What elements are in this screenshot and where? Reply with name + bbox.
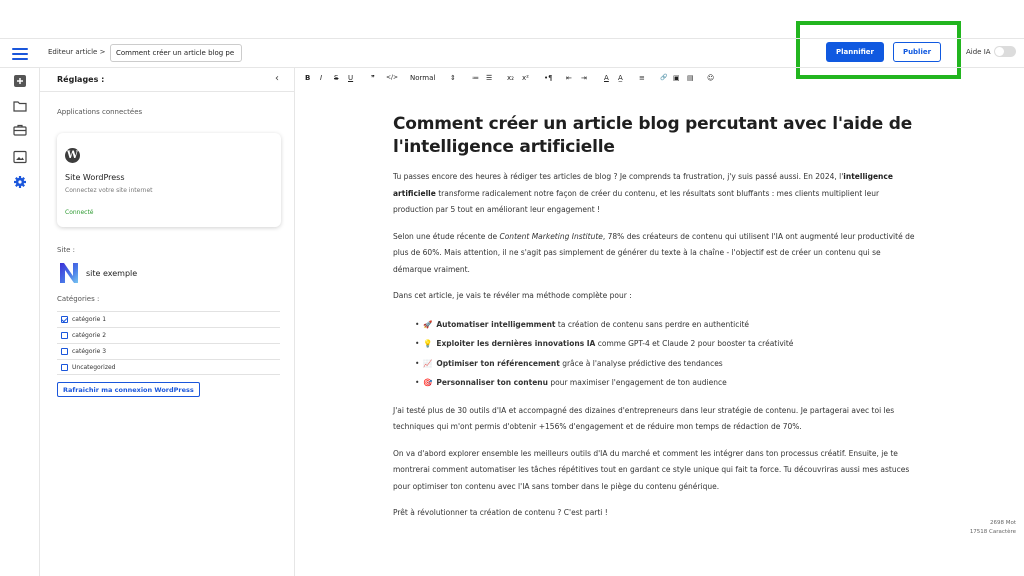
link-icon[interactable]: 🔗 [660, 74, 668, 81]
wordpress-status: Connecté [65, 209, 94, 216]
direction-icon[interactable]: •¶ [544, 74, 553, 82]
breadcrumb[interactable]: Editeur article > [48, 48, 106, 56]
lightbulb-icon: 💡 [423, 339, 433, 349]
category-item[interactable] [57, 343, 280, 359]
bold-button[interactable]: B [305, 74, 311, 82]
article-paragraph[interactable]: Dans cet article, je vais te révéler ma méthode complète pour : [393, 291, 632, 300]
settings-title: Réglages : [57, 75, 105, 84]
word-count: 2698 Mot [989, 520, 1016, 526]
category-label: catégorie 2 [72, 332, 107, 339]
article-paragraph[interactable]: J'ai testé plus de 30 outils d'IA et accompagné des dizaines d'entrepreneurs dans leur stratégie de contenu. Je partagerai avec toi les techniques qui m'ont permis d'obtenir +156% d'engagement et de réduire mon temps de rédaction de 70%. [393, 405, 895, 432]
code-icon[interactable]: </> [386, 74, 399, 81]
word-counter [970, 519, 1016, 537]
list-item[interactable]: • 🚀 Automatiser intelligemment ta création de contenu sans perdre en authenticité [423, 315, 918, 335]
bullet-list-icon[interactable]: ☰ [486, 74, 493, 82]
strike-button[interactable]: S [334, 74, 339, 82]
image-insert-icon[interactable]: ▣ [673, 74, 680, 82]
article-paragraph[interactable]: Tu passes encore des heures à rédiger tes articles de blog ? Je comprends ta frustration, j'y suis passé aussi. En 2024, l'intelligence artificielle transforme radicalement notre façon de créer du contenu, et les résultats sont bluffants : mes clients multiplient leur production par 5 tout en améliorant leur engagement ! [393, 172, 893, 214]
checkbox-icon[interactable] [61, 348, 68, 355]
subscript-button[interactable]: x₂ [507, 74, 514, 82]
list-item[interactable]: • 🎯 Personnaliser ton contenu pour maximiser l'engagement de ton audience [423, 373, 918, 393]
article-paragraph[interactable]: Selon une étude récente de Content Marketing Institute, 78% des créateurs de contenu qui utilisent l'IA ont augmenté leur productivité de plus de 60%. Mais attention, il ne s'agit pas simplement de générer du texte à la chaîne - l'objectif est de créer un contenu qui se démarque vraiment. [393, 231, 915, 274]
site-label: Site : [57, 246, 76, 254]
style-select[interactable]: Normal [410, 74, 436, 82]
indent-icon[interactable]: ⇥ [581, 74, 587, 82]
align-icon[interactable]: ≡ [639, 74, 645, 82]
folder-icon[interactable] [13, 99, 27, 113]
underline-button[interactable]: U [348, 74, 354, 82]
quote-icon[interactable]: ❞ [371, 74, 375, 82]
category-label: catégorie 1 [72, 316, 107, 323]
checkbox-icon[interactable] [61, 332, 68, 339]
icon-rail [0, 68, 40, 576]
plan-button[interactable]: Plannifier [826, 42, 884, 62]
background-color-icon[interactable]: A̲ [618, 74, 623, 82]
menu-icon[interactable] [12, 48, 28, 60]
settings-header [40, 68, 295, 92]
wordpress-name: Site WordPress [65, 173, 125, 182]
connected-apps-title: Applications connectées [57, 108, 143, 116]
categories-label: Catégories : [57, 295, 100, 303]
outdent-icon[interactable]: ⇤ [566, 74, 572, 82]
article-title[interactable]: Comment créer un article blog percutant avec l'aide de l'intelligence artificielle [393, 114, 913, 157]
category-item[interactable] [57, 311, 280, 327]
settings-panel [40, 68, 295, 576]
article-bullet-list[interactable] [393, 315, 918, 393]
ordered-list-icon[interactable]: ≔ [472, 74, 479, 82]
collapse-chevron-icon[interactable]: ‹ [275, 73, 279, 84]
article-editor[interactable] [393, 113, 918, 522]
list-item[interactable]: • 📈 Optimiser ton référencement grâce à l'analyse prédictive des tendances [423, 354, 918, 374]
text-color-icon[interactable]: A [604, 74, 609, 82]
char-count: 17518 Caractère [969, 529, 1016, 535]
refresh-wordpress-button[interactable]: Rafraichir ma connexion WordPress [57, 382, 200, 397]
article-title-input[interactable] [110, 44, 242, 62]
wordpress-icon: W [66, 150, 79, 161]
italic-button[interactable]: I [320, 74, 323, 82]
add-icon[interactable] [13, 74, 27, 88]
image-icon[interactable] [13, 150, 27, 164]
video-insert-icon[interactable]: ▤ [687, 74, 694, 82]
wordpress-card[interactable] [57, 133, 281, 227]
category-item[interactable] [57, 327, 280, 343]
rocket-icon: 🚀 [423, 319, 433, 329]
article-paragraph[interactable]: On va d'abord explorer ensemble les meilleurs outils d'IA du marché et comment les intégrer dans ton processus créatif. Ensuite, je te montrerai comment automatiser les tâches répétitives tout en gardant ce style unique qui fait ta force. Tu découvriras aussi mes astuces pour optimiser ton contenu avec l'IA sans tomber dans le piège du contenu générique. [393, 448, 910, 491]
site-logo-icon [57, 261, 81, 285]
emoji-icon[interactable]: ☺ [707, 74, 715, 82]
publish-button[interactable]: Publier [893, 42, 941, 62]
briefcase-icon[interactable] [13, 123, 27, 137]
gear-icon[interactable] [13, 175, 27, 189]
category-label: Uncategorized [72, 363, 116, 371]
ai-help-toggle[interactable] [994, 46, 1016, 57]
ai-help-label: Aide IA [966, 48, 991, 56]
checkbox-icon[interactable] [61, 364, 68, 371]
chart-icon: 📈 [423, 358, 433, 368]
site-name: site exemple [86, 269, 138, 278]
list-item[interactable]: • 💡 Exploiter les dernières innovations IA comme GPT-4 et Claude 2 pour booster ta créativité [423, 334, 918, 354]
wordpress-description: Connectez votre site internet [65, 187, 153, 194]
checkbox-checked-icon[interactable] [61, 316, 68, 323]
toggle-knob [995, 47, 1004, 56]
editor-toolbar [295, 68, 1024, 92]
target-icon: 🎯 [423, 378, 433, 388]
category-list [57, 311, 280, 375]
category-item[interactable] [57, 359, 280, 375]
superscript-button[interactable]: x² [522, 74, 529, 82]
style-caret-icon[interactable]: ⇕ [450, 74, 456, 82]
category-label: catégorie 3 [72, 348, 107, 355]
article-paragraph[interactable]: Prêt à révolutionner ta création de contenu ? C'est parti ! [393, 508, 608, 518]
